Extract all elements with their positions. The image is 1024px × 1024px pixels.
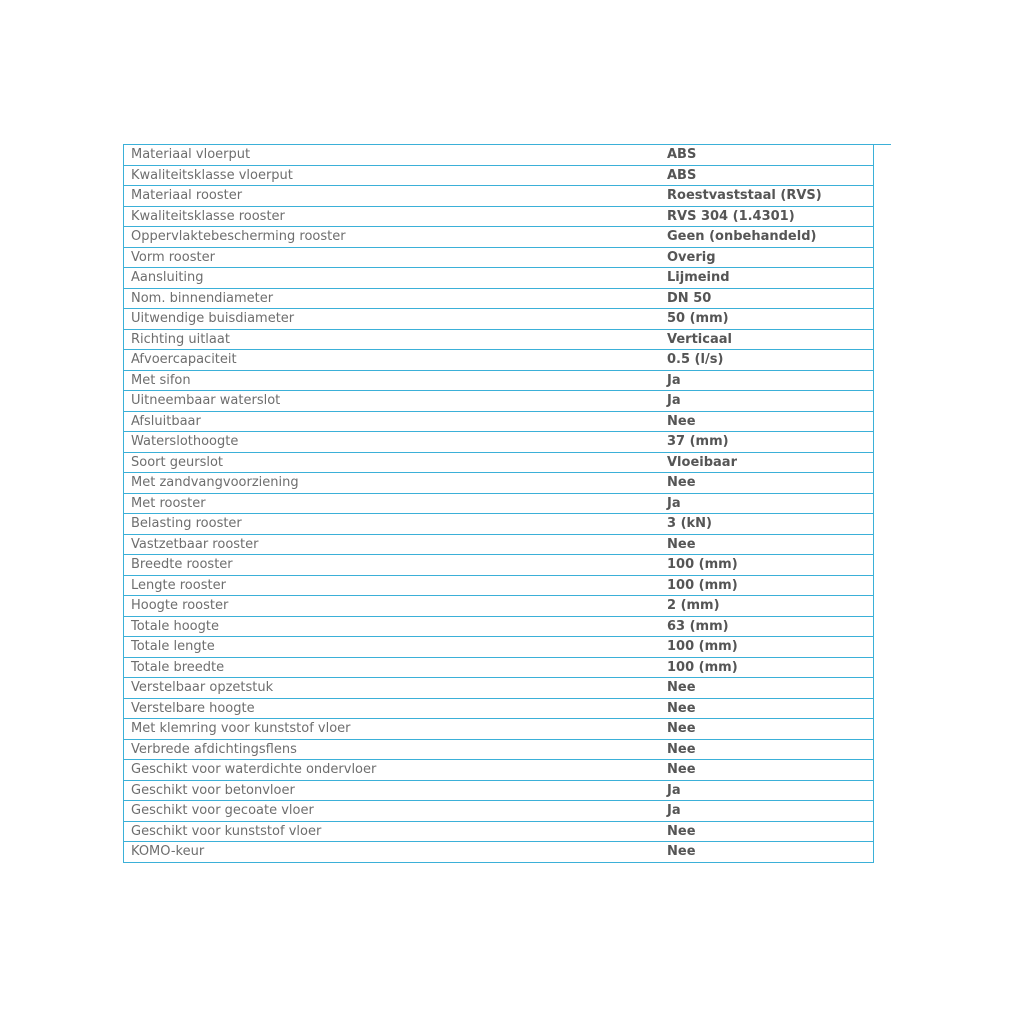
spec-label: KOMO-keur [124,842,662,863]
spec-value: 100 (mm) [661,637,874,658]
spec-value: Nee [661,411,874,432]
spec-label: Verbrede afdichtingsflens [124,739,662,760]
spec-value: RVS 304 (1.4301) [661,206,874,227]
spec-value: 3 (kN) [661,514,874,535]
table-row [124,657,874,678]
table-row [124,452,874,473]
spec-value: Ja [661,391,874,412]
table-row [124,411,874,432]
spec-label: Met zandvangvoorziening [124,473,662,494]
table-row [124,739,874,760]
spec-value: ABS [661,145,874,166]
spec-label: Totale lengte [124,637,662,658]
spec-label: Richting uitlaat [124,329,662,350]
table-row [124,227,874,248]
spec-value: Ja [661,370,874,391]
spec-value: 100 (mm) [661,555,874,576]
spec-value: Roestvaststaal (RVS) [661,186,874,207]
table-row [124,637,874,658]
table-row [124,473,874,494]
table-row [124,206,874,227]
table-row [124,698,874,719]
spec-label: Belasting rooster [124,514,662,535]
spec-label: Waterslothoogte [124,432,662,453]
table-row [124,555,874,576]
spec-value: Geen (onbehandeld) [661,227,874,248]
spec-label: Geschikt voor kunststof vloer [124,821,662,842]
table-row [124,842,874,863]
table-row [124,596,874,617]
table-row [124,329,874,350]
spec-value: DN 50 [661,288,874,309]
table-row [124,780,874,801]
spec-value: 37 (mm) [661,432,874,453]
table-row [124,493,874,514]
spec-label: Totale breedte [124,657,662,678]
spec-value: Nee [661,719,874,740]
spec-label: Geschikt voor gecoate vloer [124,801,662,822]
spec-value: Verticaal [661,329,874,350]
spec-value: 0.5 (l/s) [661,350,874,371]
spec-label: Afvoercapaciteit [124,350,662,371]
spec-table [123,144,874,863]
spec-value: 100 (mm) [661,575,874,596]
spec-label: Materiaal vloerput [124,145,662,166]
table-row [124,678,874,699]
spec-value: 50 (mm) [661,309,874,330]
table-row [124,350,874,371]
spec-value: Ja [661,780,874,801]
table-row [124,288,874,309]
spec-label: Hoogte rooster [124,596,662,617]
spec-value: Nee [661,842,874,863]
spec-label: Verstelbare hoogte [124,698,662,719]
spec-value: ABS [661,165,874,186]
spec-label: Geschikt voor betonvloer [124,780,662,801]
table-row [124,616,874,637]
spec-label: Nom. binnendiameter [124,288,662,309]
spec-value: Nee [661,473,874,494]
spec-value: Nee [661,698,874,719]
table-row [124,391,874,412]
table-row [124,760,874,781]
table-row [124,370,874,391]
spec-label: Uitwendige buisdiameter [124,309,662,330]
table-row [124,514,874,535]
spec-table-body [124,145,874,863]
table-row [124,165,874,186]
spec-label: Materiaal rooster [124,186,662,207]
table-row [124,268,874,289]
spec-value: 63 (mm) [661,616,874,637]
spec-label: Lengte rooster [124,575,662,596]
spec-value: 2 (mm) [661,596,874,617]
spec-value: Vloeibaar [661,452,874,473]
table-row [124,801,874,822]
spec-value: Nee [661,534,874,555]
spec-value: Nee [661,678,874,699]
spec-label: Soort geurslot [124,452,662,473]
table-row [124,821,874,842]
spec-value: 100 (mm) [661,657,874,678]
spec-label: Geschikt voor waterdichte ondervloer [124,760,662,781]
spec-label: Totale hoogte [124,616,662,637]
table-row [124,575,874,596]
spec-label: Met klemring voor kunststof vloer [124,719,662,740]
table-row [124,309,874,330]
spec-label: Afsluitbaar [124,411,662,432]
table-row [124,145,874,166]
spec-value: Nee [661,739,874,760]
spec-label: Met rooster [124,493,662,514]
spec-label: Kwaliteitsklasse rooster [124,206,662,227]
spec-value: Ja [661,493,874,514]
table-row [124,719,874,740]
spec-value: Lijmeind [661,268,874,289]
spec-value: Nee [661,760,874,781]
spec-value: Ja [661,801,874,822]
table-row [124,432,874,453]
spec-label: Kwaliteitsklasse vloerput [124,165,662,186]
spec-label: Oppervlaktebescherming rooster [124,227,662,248]
spec-value: Overig [661,247,874,268]
table-row [124,186,874,207]
spec-label: Met sifon [124,370,662,391]
table-top-line-extension [873,144,891,145]
table-row [124,247,874,268]
table-row [124,534,874,555]
spec-table-container [123,144,874,863]
spec-label: Uitneembaar waterslot [124,391,662,412]
spec-label: Verstelbaar opzetstuk [124,678,662,699]
spec-label: Aansluiting [124,268,662,289]
spec-label: Breedte rooster [124,555,662,576]
spec-label: Vorm rooster [124,247,662,268]
spec-value: Nee [661,821,874,842]
spec-label: Vastzetbaar rooster [124,534,662,555]
